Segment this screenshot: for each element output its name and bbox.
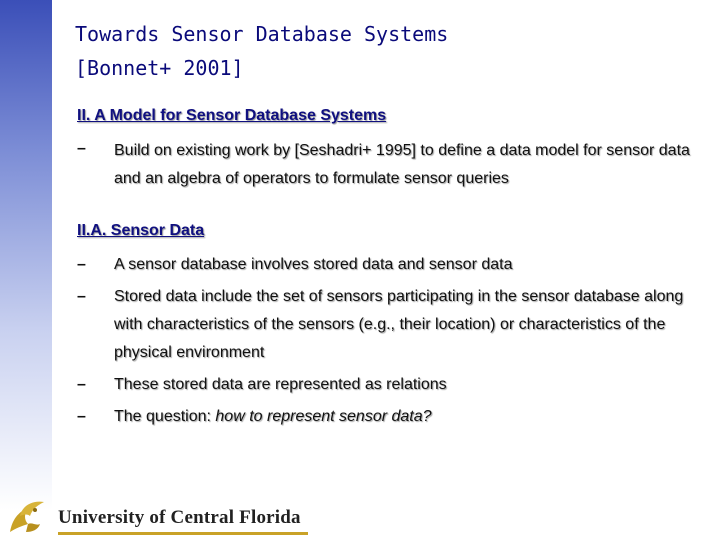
- sidebar-gradient: [0, 0, 52, 510]
- footer-rule: [58, 532, 308, 535]
- section-heading-sensor-data: II.A. Sensor Data: [77, 222, 205, 239]
- title-line-2: [Bonnet+ 2001]: [75, 56, 244, 80]
- question-prefix: The question:: [114, 408, 216, 425]
- bullet-text-involves: A sensor database involves stored data and sensor data: [114, 256, 513, 273]
- bullet-dash: –: [77, 376, 86, 393]
- bullet-text-model: Build on existing work by [Seshadri+ 1995] to define a data model for sensor data and an algebra of operators to formulate sensor queries: [114, 142, 690, 187]
- title-line-1: Towards Sensor Database Systems: [75, 22, 449, 46]
- bullet-dash: –: [77, 140, 86, 157]
- bullet-text-relations: These stored data are represented as relations: [114, 376, 447, 393]
- question-emphasis: how to represent sensor data?: [215, 408, 432, 425]
- bullet-dash: –: [77, 408, 86, 425]
- pegasus-logo-icon: [6, 496, 50, 536]
- bullet-dash: –: [77, 256, 86, 273]
- bullet-text-question: [114, 403, 704, 431]
- section-heading-model: II. A Model for Sensor Database Systems: [77, 107, 387, 124]
- bullet-dash: –: [77, 288, 86, 305]
- slide-title: [75, 20, 448, 82]
- university-name: University of Central Florida: [58, 507, 301, 528]
- bullet-text-stored-data: Stored data include the set of sensors participating in the sensor database along with characteristics of the sensors (e.g., their location) or characteristics of the physical environment: [114, 288, 684, 361]
